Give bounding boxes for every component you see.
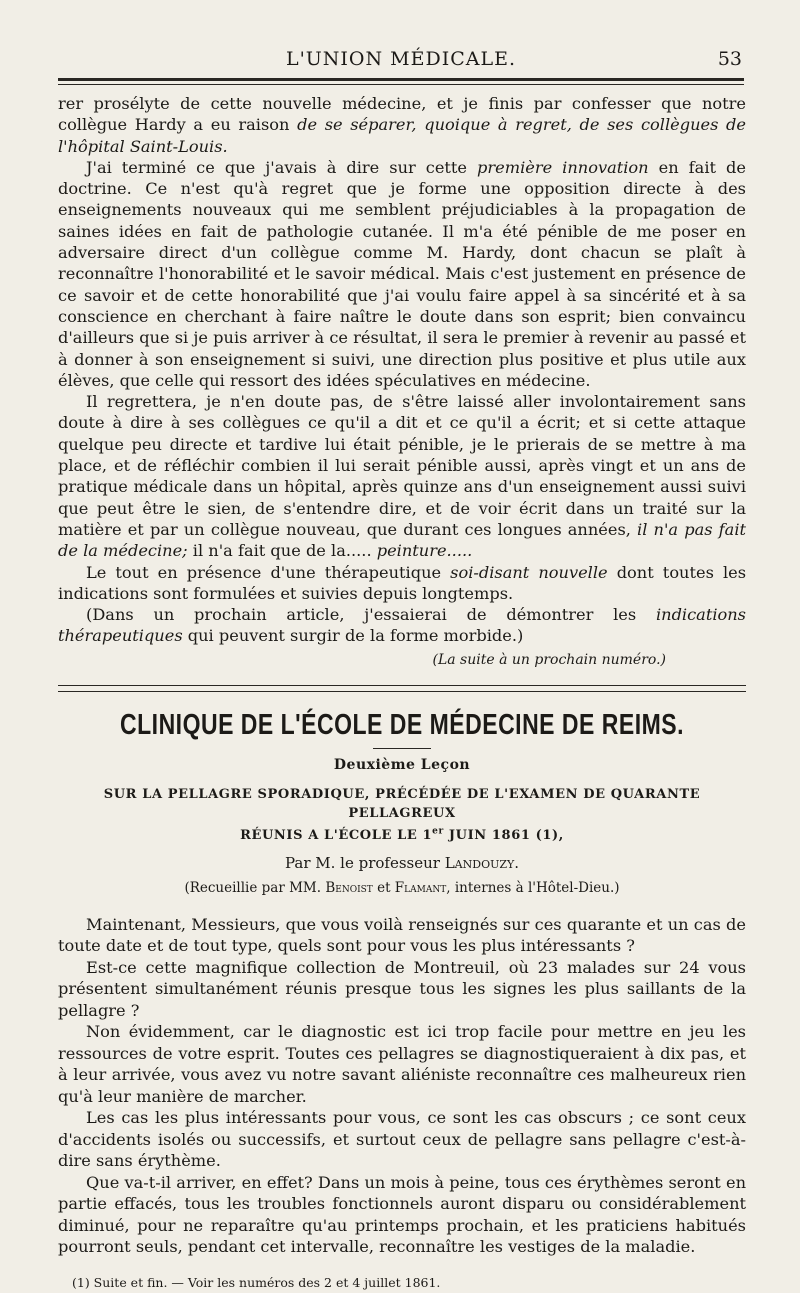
continuation-note: (La suite à un prochain numéro.): [432, 651, 666, 668]
text-run: rer prosélyte de cette nouvelle médecine, et je finis par confesser que notre collègue Hardy a eu raison: [58, 94, 746, 135]
paragraph-2: [58, 157, 746, 391]
text-run: J'ai terminé ce que j'avais à dire sur cette: [86, 157, 478, 177]
superscript: er: [432, 826, 444, 837]
italic-run: première innovation: [477, 157, 649, 177]
text-run: Le tout en présence d'une thérapeutique: [86, 562, 451, 582]
header-rule-thin: [58, 84, 744, 85]
text-run: , internes à l'Hôtel-Dieu.): [446, 880, 620, 897]
author-prefix: Par M. le professeur: [284, 853, 445, 872]
paragraph-5: [58, 604, 746, 647]
page-header: [58, 0, 744, 70]
lesson-heading: Deuxième Leçon: [333, 757, 471, 774]
text-run: dont toutes les indications sont formulées et suivies depuis longtemps.: [58, 562, 747, 603]
text-run: (Dans un prochain article, j'essaierai de démontrer les: [86, 605, 656, 625]
paragraph-3: [58, 391, 746, 561]
recorder-name: Flamant: [394, 880, 447, 897]
text-run: qui peuvent surgir de la forme morbide.): [182, 626, 524, 646]
title-rule: [373, 748, 431, 749]
lesson-paragraph: Que va-t-il arriver, en effet? Dans un mois à peine, tous ces érythèmes seront en partie effacés, tous les troubles fonctionnels auront disparu ou considérablement diminué, pour ne reparaître qu'au printemps prochain, et les praticiens habitués pourront seuls, pendant cet intervalle, reconnaître les vestiges de la maladie.: [58, 1172, 746, 1257]
text-run: (Recueillie par MM.: [184, 880, 326, 897]
italic-run: indications thérapeutiques: [58, 605, 746, 646]
lesson-paragraph: Les cas les plus intéressants pour vous, ce sont les cas obscurs ; ce sont ceux d'accidents isolés ou successifs, et surtout ceux de pellagre sans pellagre c'est-à-dire sans érythème.: [58, 1108, 746, 1171]
text-run: il n'a fait que de la.....: [187, 541, 377, 561]
header-rule-thick: [58, 78, 744, 81]
lesson-subject: [58, 785, 746, 845]
italic-run: peinture.....: [376, 541, 473, 561]
paragraph-1: [58, 93, 746, 157]
footnote: (1) Suite et fin. — Voir les numéros des 2 et 4 juillet 1861.: [72, 1274, 441, 1290]
section-divider: [58, 685, 746, 692]
subject-text: RÉUNIS A L'ÉCOLE LE 1: [240, 827, 433, 843]
subject-text: ),: [552, 827, 564, 843]
section-title: CLINIQUE DE L'ÉCOLE DE MÉDECINE DE REIMS.: [120, 707, 684, 741]
text-run: Il regrettera, je n'en doute pas, de s'être laissé aller involontairement sans doute à dire à ses collègues ce qu'il a dit et ce qu'il a écrit; et si cette attaque quelque peu directe et tardive lui était pénible, je le prierais de se mettre à ma place, et de réfléchir combien il lui serait pénible aussi, après vingt et un ans de pratique médicale dans un hôpital, après quinze ans d'un enseignement aussi suivi que peut être le sien, de s'entendre dire, et de voir écrit dans un traité sur la matière et par un collègue nouveau, que durant ces longues années,: [58, 392, 746, 539]
author-line: [58, 853, 746, 874]
recorders-line: [58, 878, 746, 899]
lesson-paragraph: Est-ce cette magnifique collection de Montreuil, où 23 malades sur 24 vous présentent simultanément réunis presque tous les signes les plus saillants de la pellagre ?: [58, 957, 746, 1020]
text-run: en fait de doctrine. Ce n'est qu'à regret que je forme une opposition directe à des enseignements nouveaux qui me semblent préjudiciables à la propagation de saines idées en fait de pathologie cutanée. Il m'a été pénible de me poser en adversaire direct d'un collègue comme M. Hardy, dont chacun se plaît à reconnaître l'honorabilité et le savoir médical. Mais c'est justement en présence de ce savoir et de cette honorabilité que j'ai voulu faire appel à sa sincérité et à sa conscience en cherchant à faire naître le doute dans son esprit; bien convaincu d'ailleurs que si je puis arriver à ce résultat, il sera le premier à revenir au passé et à donner à son enseignement si suivi, une direction plus positive et plus utile aux élèves, que celle qui ressort des idées spéculatives en médecine.: [58, 157, 746, 390]
text-run: et: [372, 880, 395, 897]
subject-line-2: [240, 828, 564, 843]
footnote-ref: 1: [542, 827, 553, 843]
lesson-body: [58, 914, 746, 1258]
article-body: [58, 93, 746, 1293]
subject-line-1: SUR LA PELLAGRE SPORADIQUE, PRÉCÉDÉE DE L'EXAMEN DE QUARANTE PELLAGREUX: [103, 786, 701, 821]
subject-text: JUIN 1861 (: [443, 827, 543, 843]
italic-run: il n'a pas fait de la médecine;: [58, 519, 746, 561]
page-number: 53: [717, 48, 742, 70]
paragraph-4: [58, 562, 746, 605]
recorder-name: Benoist: [325, 880, 373, 897]
author-name: Landouzy.: [444, 853, 520, 872]
running-title: L'UNION MÉDICALE.: [285, 48, 517, 70]
lesson-paragraph: Maintenant, Messieurs, que vous voilà renseignés sur ces quarante et un cas de toute date et de tout type, quels sont pour vous les plus intéressants ?: [58, 914, 746, 956]
lesson-paragraph: Non évidemment, car le diagnostic est ici trop facile pour mettre en jeu les ressources de votre esprit. Toutes ces pellagres se diagnostiqueraient à dix pas, et à leur arrivée, vous avez vu notre savant aliéniste reconnaître ces malheureux rien qu'à leur manière de marcher.: [58, 1022, 746, 1106]
italic-run: de se séparer, quoique à regret, de ses collègues de l'hôpital Saint-Louis.: [58, 115, 746, 156]
italic-run: soi-disant nouvelle: [450, 562, 608, 582]
